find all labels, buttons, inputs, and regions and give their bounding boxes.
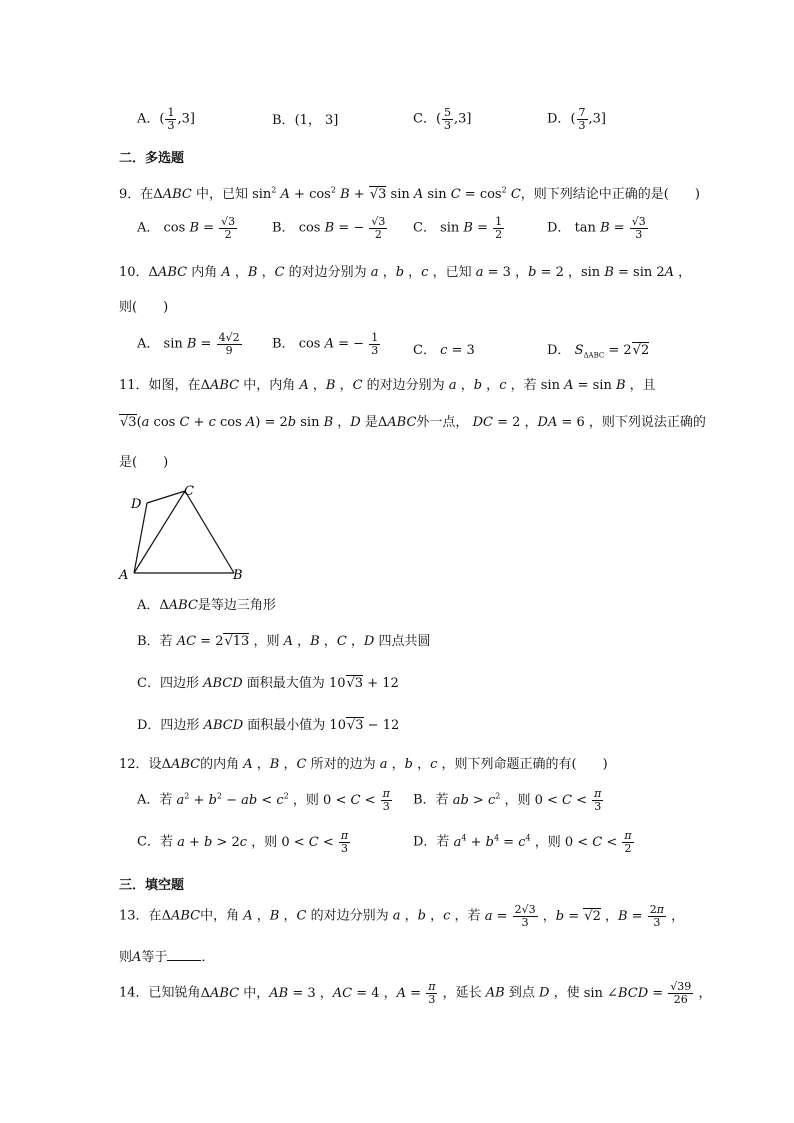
q13-answer-blank[interactable] xyxy=(167,948,201,961)
section-title-fill-in: 三．填空题 xyxy=(119,878,185,893)
q9-option-c: C． sin B = $\frac{1}{2}$ xyxy=(413,215,503,241)
q11-stem-line1: 11．如图，在ΔABC 中，内角 A ，B ，C 的对边分别为 a ，b ，c ，若 sin A = sin B ，且 xyxy=(119,378,656,393)
label-c: C xyxy=(184,484,194,499)
q8-option-a: A．( $\frac{1}{3}$ ,3] xyxy=(137,106,195,132)
q11-option-a: A．ΔABC是等边三角形 xyxy=(137,598,276,613)
q8-option-c: C．( $\frac{5}{3}$ ,3] xyxy=(413,106,472,132)
q13-stem-line1: 13．在ΔABC中，角 A ，B ，C 的对边分别为 a ，b ，c ，若 a = $\frac{2√3}{3}$ ，b = √2 ，B = $\frac{2\pi}{3}$ ， xyxy=(119,903,685,929)
q12-option-d: D．若 $a^4 + b^4 = c^4$ ，则 0 < C < $\frac{\pi}{2}$ xyxy=(413,829,632,855)
q12-option-c: C．若 a + b > 2c ，则 0 < C < $\frac{\pi}{3}$ xyxy=(137,829,349,855)
q11-figure xyxy=(115,480,250,585)
q9-option-a: A． cos B = $\frac{√3}{2}$ xyxy=(137,215,236,241)
q10-stem-line1: 10．ΔABC 内角 A ，B ，C 的对边分别为 a ，b ，c ，已知 a = 3 ，b = 2 ，sin B = sin 2A ， xyxy=(119,265,692,280)
q14-stem-line1: 14．已知锐角ΔABC 中，AB = 3 ，AC = 4 ，A = $\frac{\pi}{3}$ ，延长 AB 到点 D ，使 sin ∠BCD = $\frac{√39}{26}$ ， xyxy=(119,980,712,1006)
segment-bc xyxy=(185,491,234,573)
q12-stem: 12．设ΔABC的内角 A ，B ，C 所对的边为 a ，b ，c ，则下列命题正确的有( ) xyxy=(119,757,608,772)
q9-option-d: D． tan B = $\frac{√3}{3}$ xyxy=(547,215,646,241)
q12-option-b: B．若 ab > $c^2$ ，则 0 < C < $\frac{\pi}{3}$ xyxy=(413,787,602,813)
q11-option-b: B．若 AC = 2√13 ，则 A ，B ，C ，D 四点共圆 xyxy=(137,634,431,649)
q10-option-a: A． sin B = $\frac{4√2}{9}$ xyxy=(137,331,240,357)
q10-stem-line2: 则( ) xyxy=(119,300,169,315)
q9-option-b: B． cos B = − $\frac{√3}{2}$ xyxy=(272,215,386,241)
q10-option-b: B． cos A = − $\frac{1}{3}$ xyxy=(272,331,379,357)
section-title-multiple-choice: 二．多选题 xyxy=(119,151,185,166)
q11-option-c: C．四边形 ABCD 面积最大值为 10√3 + 12 xyxy=(137,676,399,691)
q12-option-a: A．若 $a^2 + b^2$ − ab < $c^2$ ，则 0 < C < $\frac{\pi}{3}$ xyxy=(137,787,390,813)
q10-option-c: C． c = 3 xyxy=(413,343,475,358)
q9-stem: 9．在ΔABC 中，已知 $\sin^2 A + \cos^2 B + √3$ sin A $\sin C = \cos^2 C$，则下列结论中正确的是( ) xyxy=(119,185,700,202)
q11-stem-line3: 是( ) xyxy=(119,455,169,470)
q8-option-d: D．( $\frac{7}{3}$ ,3] xyxy=(547,106,606,132)
q8-option-b: B．(1， 3] xyxy=(272,113,339,128)
q11-stem-line2: √3(a cos C + c cos A) = 2b sin B ，D 是ΔABC外一点， DC = 2 ，DA = 6 ，则下列说法正确的 xyxy=(120,415,706,430)
label-b: B xyxy=(233,568,243,583)
label-a: A xyxy=(119,568,129,583)
q11-option-d: D．四边形 ABCD 面积最小值为 10√3 − 12 xyxy=(137,718,400,733)
label-d: D xyxy=(131,497,142,512)
q10-option-d: D． $S_{\Delta ABC} = 2√2$ xyxy=(547,343,650,360)
q13-stem-line2: 则A等于 ． xyxy=(119,950,215,965)
